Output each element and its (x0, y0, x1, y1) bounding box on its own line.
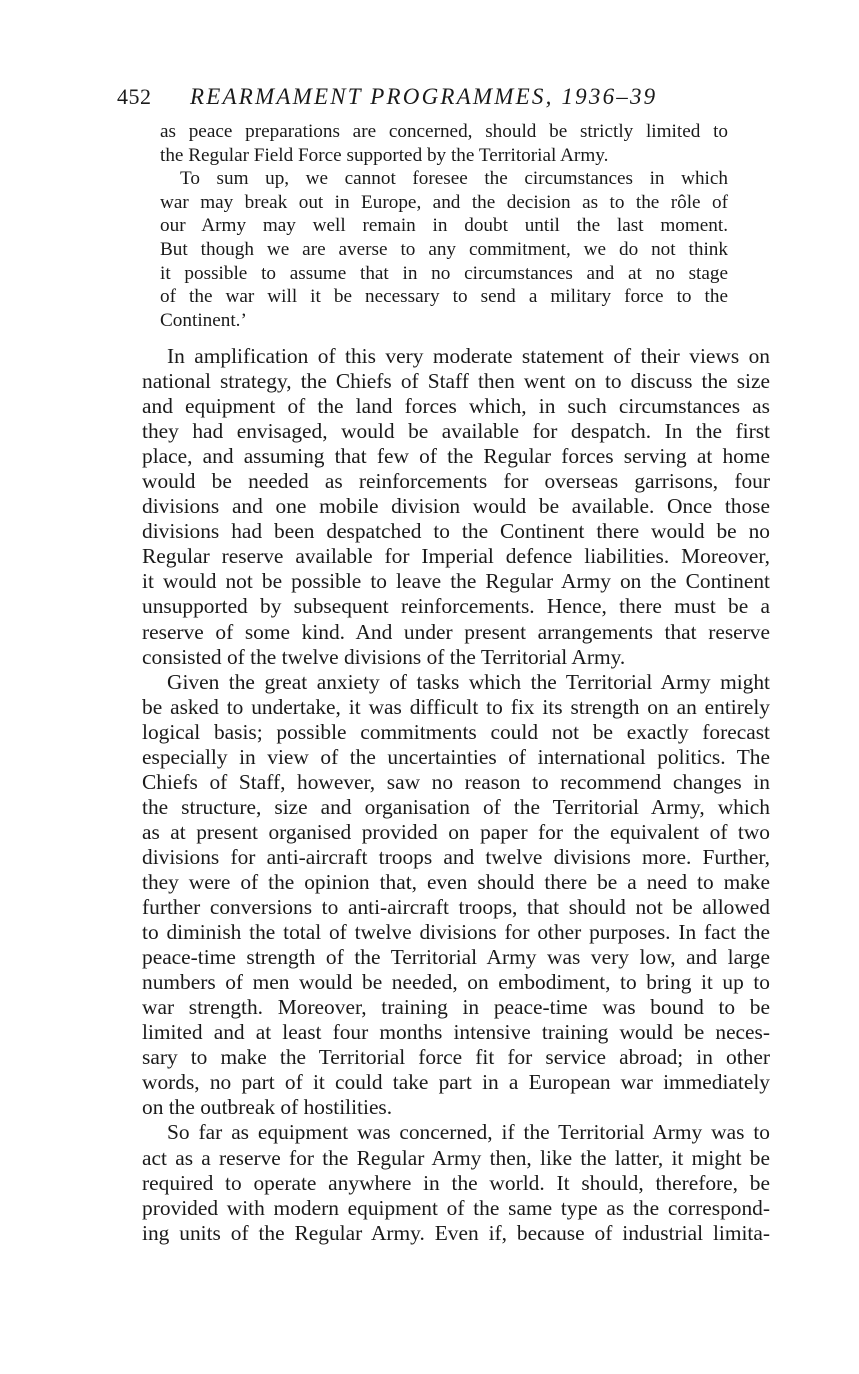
text-line: provided with modern equipment of the same type as the correspond- (142, 1195, 770, 1220)
paragraph-3 (117, 1120, 770, 1245)
text-line: of the war will it be necessary to send a military force to the (160, 286, 728, 308)
text-line: national strategy, the Chiefs of Staff then went on to discuss the size (142, 369, 770, 394)
text-line: they had envisaged, would be available for despatch. In the first (142, 419, 770, 444)
text-line: So far as equipment was concerned, if the Territorial Army was to (167, 1120, 770, 1145)
text-line: act as a reserve for the Regular Army then, like the latter, it might be (142, 1145, 770, 1170)
text-line: Continent.’ (160, 309, 247, 331)
text-line: war may break out in Europe, and the decision as to the rôle of (160, 191, 728, 213)
quoted-passage (160, 120, 728, 332)
text-line: to diminish the total of twelve divisions for other purposes. In fact the (142, 920, 770, 945)
paragraph-2 (117, 670, 770, 1121)
text-line: sary to make the Territorial force fit for service abroad; in other (142, 1045, 770, 1070)
text-line: be asked to undertake, it was difficult to fix its strength on an entirely (142, 694, 770, 719)
text-line: divisions had been despatched to the Continent there would be no (142, 519, 770, 544)
text-line: as peace preparations are concerned, should be strictly limited to (160, 121, 728, 142)
text-line: required to operate anywhere in the world. It should, therefore, be (142, 1170, 770, 1195)
text-line: limited and at least four months intensive training would be neces- (142, 1020, 770, 1045)
text-line: reserve of some kind. And under present arrangements that reserve (142, 619, 770, 644)
text-line: as at present organised provided on paper for the equivalent of two (142, 819, 770, 844)
text-line: further conversions to anti-aircraft troops, that should not be allowed (142, 895, 770, 920)
text-line: words, no part of it could take part in a European war immediately (142, 1070, 770, 1095)
text-line: would be needed as reinforcements for overseas garrisons, four (142, 469, 770, 494)
running-head (117, 80, 770, 114)
text-line: place, and assuming that few of the Regular forces serving at home (142, 444, 770, 469)
text-line: the Regular Field Force supported by the Territorial Army. (160, 144, 609, 166)
text-line: logical basis; possible commitments could not be exactly forecast (142, 719, 770, 744)
text-line: But though we are averse to any commitment, we do not think (160, 238, 728, 260)
text-line: consisted of the twelve divisions of the Territorial Army. (142, 644, 626, 669)
paragraph-1 (117, 344, 770, 670)
text-line: numbers of men would be needed, on embodiment, to bring it up to (142, 970, 770, 995)
text-line: war strength. Moreover, training in peace-time was bound to be (142, 995, 770, 1020)
body-text (117, 344, 770, 1246)
text-line: Chiefs of Staff, however, saw no reason to recommend changes in (142, 769, 770, 794)
text-line: peace-time strength of the Territorial Army was very low, and large (142, 945, 770, 970)
text-line: To sum up, we cannot foresee the circumstances in which (180, 168, 728, 190)
running-title: REARMAMENT PROGRAMMES, 1936–39 (190, 84, 658, 109)
page-number: 452 (117, 84, 152, 109)
text-line: In amplification of this very moderate statement of their views on (167, 344, 770, 368)
quote-paragraph (160, 120, 728, 167)
quote-paragraph (160, 167, 728, 332)
text-line: the structure, size and organisation of the Territorial Army, which (142, 794, 770, 819)
text-line: our Army may well remain in doubt until the last moment. (160, 215, 728, 237)
text-line: they were of the opinion that, even should there be a need to make (142, 869, 770, 894)
text-line: it possible to assume that in no circumstances and at no stage (160, 262, 728, 284)
text-line: especially in view of the uncertainties of international politics. The (142, 744, 770, 769)
text-line: divisions and one mobile division would be available. Once those (142, 494, 770, 519)
text-line: Given the great anxiety of tasks which the Territorial Army might (167, 669, 770, 694)
text-line: it would not be possible to leave the Regular Army on the Continent (142, 569, 770, 594)
text-line: and equipment of the land forces which, in such circumstances as (142, 394, 770, 419)
text-line: on the outbreak of hostilities. (142, 1095, 393, 1120)
text-line: Regular reserve available for Imperial defence liabilities. Moreover, (142, 544, 770, 569)
text-line: divisions for anti-aircraft troops and twelve divisions more. Further, (142, 844, 770, 869)
text-line: unsupported by subsequent reinforcements. Hence, there must be a (142, 594, 770, 619)
text-line: ing units of the Regular Army. Even if, because of industrial limita- (142, 1220, 770, 1245)
